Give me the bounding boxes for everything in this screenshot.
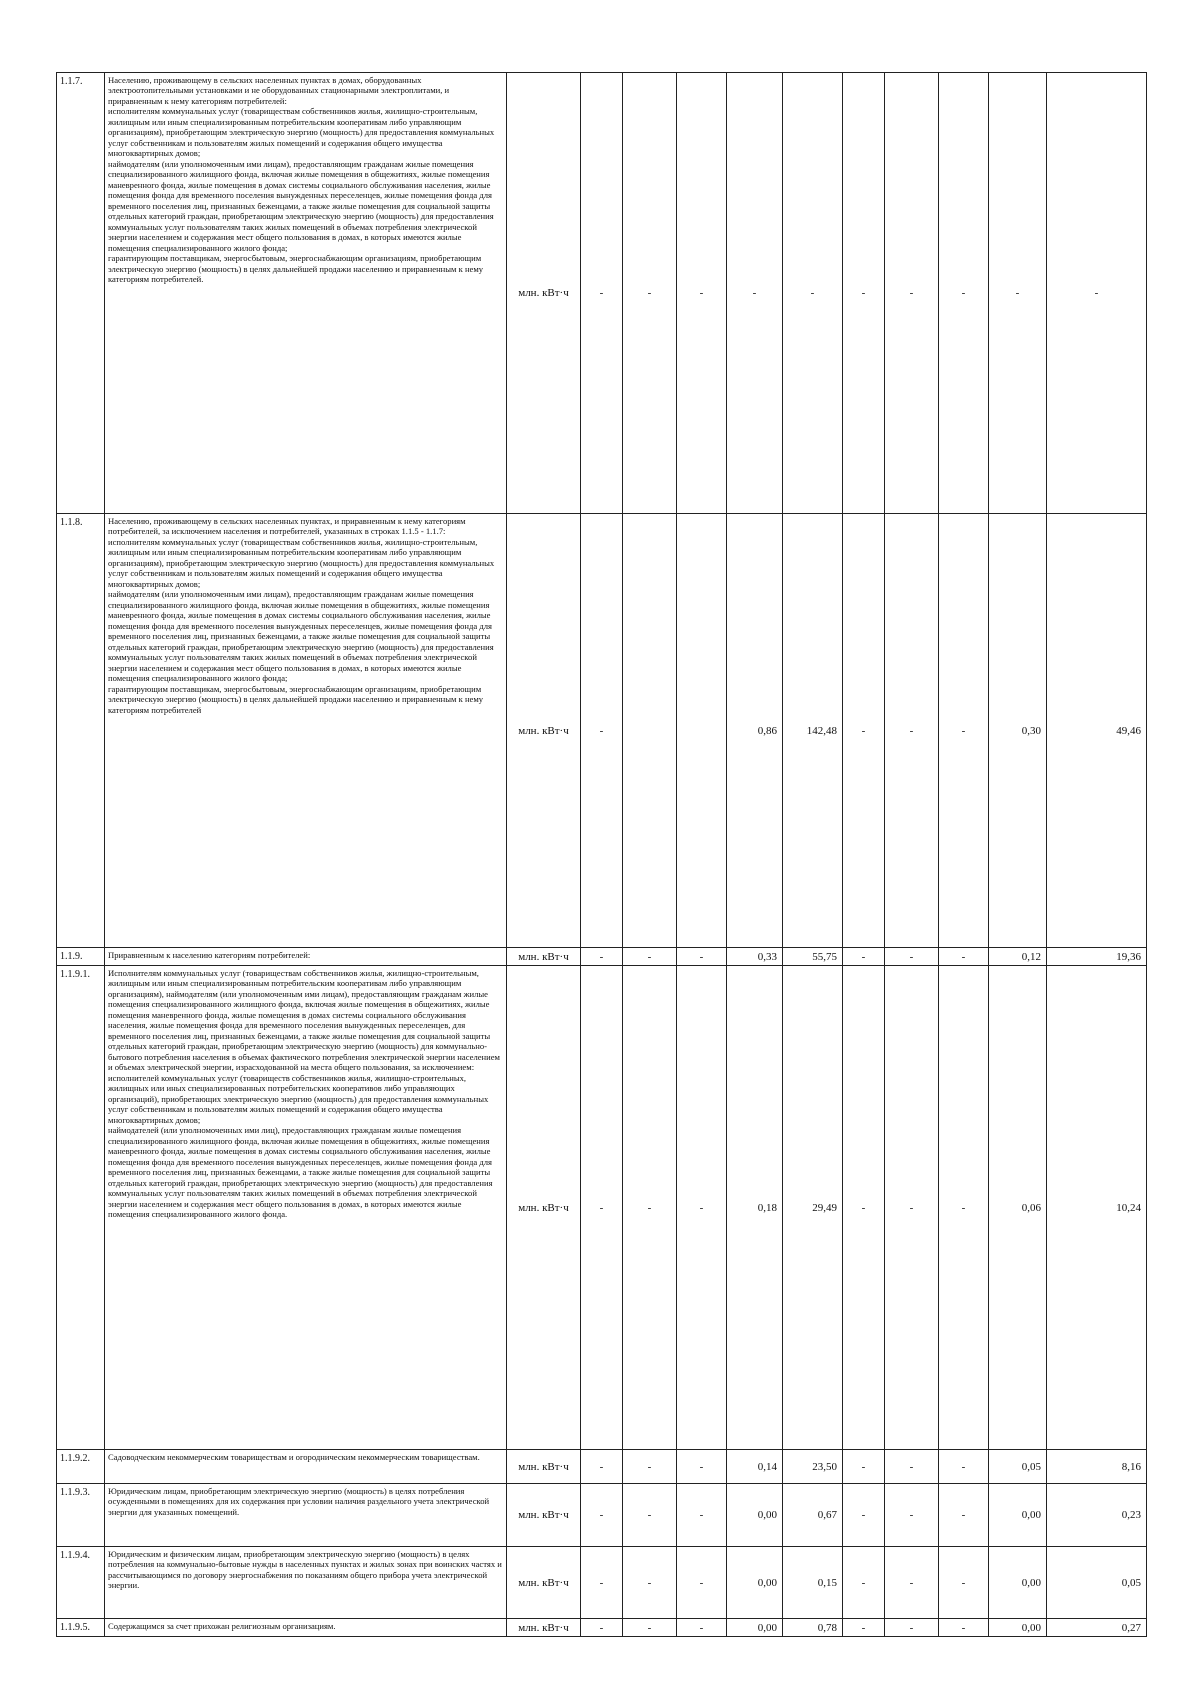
row-description [105,514,507,948]
row-number: 1.1.8. [57,514,105,948]
row-description [105,948,507,966]
value-cell: - [677,1547,727,1619]
row-number: 1.1.9.4. [57,1547,105,1619]
value-cell: 0,05 [989,1450,1047,1484]
value-cell: 0,00 [989,1619,1047,1637]
value-cell: - [623,1450,677,1484]
row-unit: млн. кВт·ч [507,73,581,514]
description-paragraph: наймодателей (или уполномоченных ими лиц), предоставляющих гражданам жилые помещения специализированного жилищного фонда, включая жилые помещения в общежитиях, жилые помещения маневренного фонда, жилые помещения в домах системы социального обслуживания населения, жилые помещения фонда для временного поселения вынужденных переселенцев, жилые помещения фонда для временного поселения лиц, признанных беженцами, а также жилые помещения для социальной защиты отдельных категорий граждан, приобретающих электрическую энергию (мощность) для предоставления коммунальных услуг пользователям таких жилых помещений в объемах потребления электрической энергии населением и содержания мест общего пользования в домах, в которых имеются жилые помещения специализированного жилого фонда. [108,1125,493,1220]
value-cell: - [623,1619,677,1637]
row-number: 1.1.9.2. [57,1450,105,1484]
description-paragraph: гарантирующим поставщикам, энергосбытовым, энергоснабжающим организациям, приобретающим электрическую энергию (мощность) в целях дальнейшей продажи населению и приравненным к нему категориям потребителей. [108,253,484,285]
value-cell: - [581,1484,623,1547]
row-description [105,73,507,514]
value-cell: 23,50 [783,1450,843,1484]
description-paragraph: Исполнителям коммунальных услуг (товариществам собственников жилья, жилищно-строительным, жилищным или иным специализированным потребительским кооперативам либо управляющим организациям), наймодателям (или уполномоченным ими лицам), предоставляющим гражданам жилые помещения специализированного жилищного фонда, включая жилые помещения в общежитиях, жилые помещения маневренного фонда, жилые помещения в домах системы социального обслуживания населения, жилые помещения фонда для временного поселения вынужденных переселенцев, для временного поселения лиц, признанных беженцами, а также жилые помещения для социальной защиты отдельных категорий граждан, приобретающим электрическую энергию (мощность) для коммунально-бытового потребления населения в объемах фактического потребления электрической энергии населением и объемах электрической энергии, израсходованной на места общего пользования, за исключением: [108,968,501,1073]
table-row [57,966,1147,1450]
value-cell: - [843,948,885,966]
row-unit: млн. кВт·ч [507,1547,581,1619]
table-row [57,1619,1147,1637]
row-number: 1.1.9.3. [57,1484,105,1547]
value-cell: - [939,514,989,948]
value-cell: 0,78 [783,1619,843,1637]
value-cell: 49,46 [1047,514,1147,948]
value-cell: - [843,73,885,514]
value-cell: 0,30 [989,514,1047,948]
value-cell: - [989,73,1047,514]
value-cell: - [843,514,885,948]
description-paragraph: исполнителей коммунальных услуг (товариществ собственников жилья, жилищно-строительных, жилищных или иных специализированных потребительских кооперативов либо управляющих организаций), приобретающих электрическую энергию (мощность) для предоставления коммунальных услуг собственникам и пользователям жилых помещений и содержания общего имущества многоквартирных домов; [108,1072,489,1125]
table-row [57,514,1147,948]
description-paragraph: гарантирующим поставщикам, энергосбытовым, энергоснабжающим организациям, приобретающим электрическую энергию (мощность) в целях дальнейшей продажи населению и приравненным к нему категориям потребителей [108,683,484,715]
value-cell: - [581,73,623,514]
value-cell: - [885,948,939,966]
value-cell: - [843,1547,885,1619]
row-description [105,1619,507,1637]
value-cell: - [843,1450,885,1484]
row-description [105,1450,507,1484]
value-cell: - [939,966,989,1450]
value-cell [677,514,727,948]
value-cell: 0,15 [783,1547,843,1619]
value-cell: - [581,1450,623,1484]
value-cell: - [843,966,885,1450]
value-cell: 0,06 [989,966,1047,1450]
value-cell: - [623,948,677,966]
value-cell: - [1047,73,1147,514]
value-cell: 29,49 [783,966,843,1450]
description-paragraph: Приравненным к населению категориям потребителей: [108,950,311,960]
description-paragraph: Юридическим лицам, приобретающим электрическую энергию (мощность) в целях потребления осужденными в помещениях для их содержания при условии наличия раздельного учета электрической энергии для указанных помещений. [108,1486,490,1517]
tariff-table-page [56,72,1146,1637]
value-cell: - [885,1450,939,1484]
value-cell: 0,86 [727,514,783,948]
table-row [57,1547,1147,1619]
value-cell: - [783,73,843,514]
value-cell: 142,48 [783,514,843,948]
table-row [57,73,1147,514]
table-row [57,1450,1147,1484]
value-cell: 55,75 [783,948,843,966]
value-cell: - [677,1450,727,1484]
row-unit: млн. кВт·ч [507,1450,581,1484]
value-cell: 0,12 [989,948,1047,966]
description-paragraph: Юридическим и физическим лицам, приобретающим электрическую энергию (мощность) в целях потребления на коммунально-бытовые нужды в населенных пунктах и жилых зонах при воинских частях и рассчитывающимся по договору энергоснабжения по показаниям общего прибора учета электрической энергии. [108,1549,502,1591]
row-description [105,1484,507,1547]
value-cell: - [727,73,783,514]
value-cell: 0,14 [727,1450,783,1484]
description-paragraph: наймодателям (или уполномоченным ими лицам), предоставляющим гражданам жилые помещения специализированного жилищного фонда, включая жилые помещения в общежитиях, жилые помещения маневренного фонда, жилые помещения в домах системы социального обслуживания населения, жилые помещения фонда для временного поселения вынужденных переселенцев, жилые помещения фонда для временного поселения лиц, признанных беженцами, а также жилые помещения для социальной защиты отдельных категорий граждан, приобретающим электрическую энергию (мощность) для предоставления коммунальных услуг пользователям таких жилых помещений в объемах потребления электрической энергии населением и содержания мест общего пользования в домах, в которых имеются жилые помещения специализированного жилого фонда; [108,158,494,253]
value-cell: - [581,966,623,1450]
row-unit: млн. кВт·ч [507,948,581,966]
value-cell: - [939,1547,989,1619]
value-cell: 0,67 [783,1484,843,1547]
value-cell: - [623,1484,677,1547]
value-cell: - [885,1547,939,1619]
value-cell: - [843,1619,885,1637]
value-cell: - [581,948,623,966]
row-number: 1.1.9. [57,948,105,966]
value-cell: - [885,1484,939,1547]
value-cell: 0,33 [727,948,783,966]
description-paragraph: Населению, проживающему в сельских населенных пунктах в домах, оборудованных электроотопительными установками и не оборудованных стационарными электроплитами, и приравненным к нему категориям потребителей: [108,75,450,106]
row-unit: млн. кВт·ч [507,1484,581,1547]
consumption-table [56,72,1147,1637]
value-cell: - [677,948,727,966]
value-cell: - [623,966,677,1450]
value-cell: 0,00 [989,1484,1047,1547]
value-cell: 0,00 [727,1619,783,1637]
description-paragraph: Содержащимся за счет прихожан религиозным организациям. [108,1621,336,1631]
value-cell: - [939,1619,989,1637]
description-paragraph: Садоводческим некоммерческим товариществам и огородническим некоммерческим товариществам. [108,1452,480,1462]
value-cell: 0,27 [1047,1619,1147,1637]
description-paragraph: исполнителям коммунальных услуг (товариществам собственников жилья, жилищно-строительным, жилищным или иным специализированным потребительским кооперативам либо управляющим организациям), приобретающим электрическую энергию (мощность) для предоставления коммунальных услуг собственникам и пользователям жилых помещений и содержания общего имущества многоквартирных домов; [108,106,495,159]
value-cell: 19,36 [1047,948,1147,966]
description-paragraph: Населению, проживающему в сельских населенных пунктах, и приравненным к нему категориям потребителей, за исключением населения и потребителей, указанных в строках 1.1.5 - 1.1.7: [108,516,466,537]
value-cell: 0,23 [1047,1484,1147,1547]
value-cell: - [843,1484,885,1547]
value-cell: 0,00 [727,1484,783,1547]
value-cell: - [939,1484,989,1547]
value-cell: 10,24 [1047,966,1147,1450]
row-description [105,1547,507,1619]
value-cell: 8,16 [1047,1450,1147,1484]
value-cell: 0,00 [727,1547,783,1619]
row-unit: млн. кВт·ч [507,1619,581,1637]
row-number: 1.1.9.1. [57,966,105,1450]
value-cell: - [677,966,727,1450]
value-cell: - [623,73,677,514]
value-cell: - [939,1450,989,1484]
value-cell: - [677,73,727,514]
row-number: 1.1.7. [57,73,105,514]
row-unit: млн. кВт·ч [507,514,581,948]
value-cell: - [939,948,989,966]
value-cell: - [885,966,939,1450]
value-cell: - [677,1484,727,1547]
value-cell: 0,05 [1047,1547,1147,1619]
value-cell: - [581,1547,623,1619]
row-description [105,966,507,1450]
description-paragraph: исполнителям коммунальных услуг (товариществам собственников жилья, жилищно-строительным, жилищным или иным специализированным потребительским кооперативам либо управляющим организациям), приобретающим электрическую энергию (мощность) для предоставления коммунальных услуг собственникам и пользователям жилых помещений и содержания общего имущества многоквартирных домов; [108,536,495,589]
value-cell: - [677,1619,727,1637]
value-cell: - [885,1619,939,1637]
value-cell: - [623,1547,677,1619]
value-cell: 0,00 [989,1547,1047,1619]
value-cell: - [581,1619,623,1637]
row-number: 1.1.9.5. [57,1619,105,1637]
value-cell: - [885,514,939,948]
value-cell: - [939,73,989,514]
value-cell: 0,18 [727,966,783,1450]
table-row [57,1484,1147,1547]
value-cell: - [885,73,939,514]
table-row [57,948,1147,966]
value-cell: - [581,514,623,948]
description-paragraph: наймодателям (или уполномоченным ими лицам), предоставляющим гражданам жилые помещения специализированного жилищного фонда, включая жилые помещения в общежитиях, жилые помещения маневренного фонда, жилые помещения в домах системы социального обслуживания населения, жилые помещения фонда для временного поселения вынужденных переселенцев, жилые помещения фонда для временного поселения лиц, признанных беженцами, а также жилые помещения для социальной защиты отдельных категорий граждан, приобретающим электрическую энергию (мощность) для предоставления коммунальных услуг пользователям таких жилых помещений в объемах потребления электрической энергии населением и содержания мест общего пользования в домах, в которых имеются жилые помещения специализированного жилого фонда; [108,589,494,684]
value-cell [623,514,677,948]
row-unit: млн. кВт·ч [507,966,581,1450]
